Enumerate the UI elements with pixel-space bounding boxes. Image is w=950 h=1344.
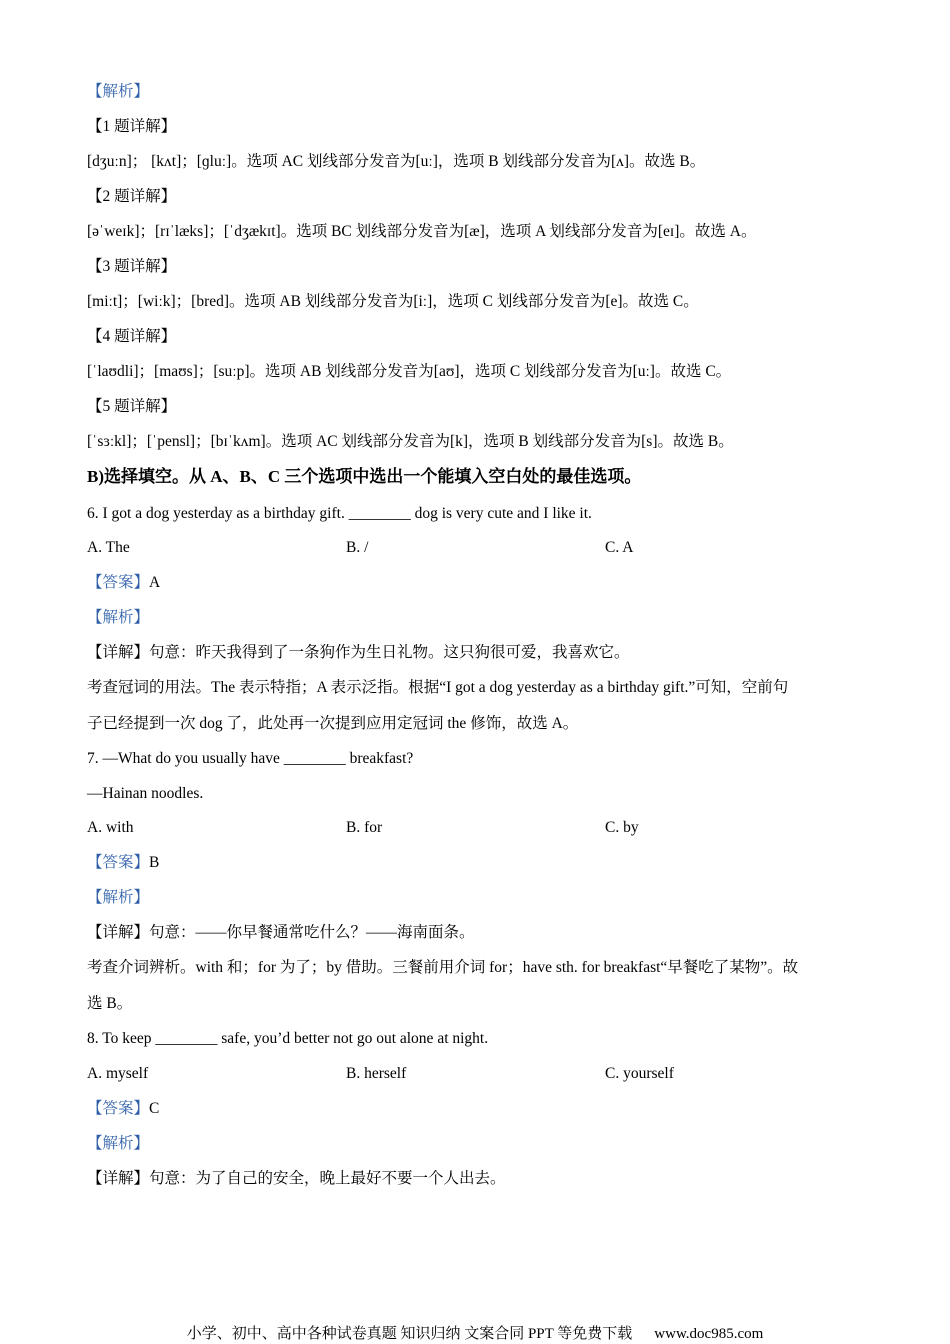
q6-explain-1: 考查冠词的用法。The 表示特指；A 表示泛指。根据“I got a dog yesterday as a birthday gift.”可知，空前句: [87, 679, 789, 696]
q6-stem: 6. I got a dog yesterday as a birthday gift. ________ dog is very cute and I like it.: [87, 505, 592, 522]
q6-answer-row: [87, 573, 160, 593]
analysis-label: 【解析】: [87, 83, 150, 100]
detail-label: 【详解】: [87, 924, 150, 941]
q8-detail: 句意：为了自己的安全，晚上最好不要一个人出去。: [149, 1170, 506, 1187]
s1-q1-title: 【1 题详解】: [87, 118, 177, 135]
q6-option-c: C. A: [605, 539, 634, 556]
q8-stem: 8. To keep ________ safe, you’d better not go out alone at night.: [87, 1030, 489, 1047]
q7-answer-row: [87, 853, 159, 873]
footer-link[interactable]: www.doc985.com: [654, 1326, 764, 1342]
s1-q5-text: [ˈsɜːkl]；[ˈpensl]；[bɪˈkʌm]。选项 AC 划线部分发音为[k]，选项 B 划线部分发音为[s]。故选 B。: [87, 433, 734, 450]
q6-detail: 句意：昨天我得到了一条狗作为生日礼物。这只狗很可爱，我喜欢它。: [149, 644, 630, 661]
q6-answer: A: [149, 574, 161, 591]
footer-text: 小学、初中、高中各种试卷真题 知识归纳 文案合同 PPT 等免费下载: [186, 1326, 633, 1342]
q8-option-c: C. yourself: [605, 1065, 674, 1082]
answer-label: 【答案】: [87, 1100, 150, 1117]
page-footer: [0, 1324, 950, 1344]
q6-option-a: A. The: [87, 539, 130, 556]
q6-detail-row: [87, 643, 630, 663]
q7-explain-2: 选 B。: [87, 995, 133, 1012]
q7-stem: 7. —What do you usually have ________ breakfast?: [87, 750, 414, 767]
q7-option-a: A. with: [87, 819, 134, 836]
q7-reply: —Hainan noodles.: [87, 785, 204, 802]
q7-detail-row: [87, 923, 475, 943]
s1-q2-text: [əˈweɪk]；[rɪˈlæks]；[ˈdʒækɪt]。选项 BC 划线部分发音为[æ]，选项 A 划线部分发音为[eɪ]。故选 A。: [87, 223, 757, 240]
q8-detail-row: [87, 1169, 506, 1189]
q8-analysis-label: 【解析】: [87, 1135, 150, 1152]
q7-explain-1: 考查介词辨析。with 和；for 为了；by 借助。三餐前用介词 for；have sth. for breakfast“早餐吃了某物”。故: [87, 959, 799, 976]
q8-answer-row: [87, 1099, 159, 1119]
s1-q4-text: [ˈlaʊdli]；[maʊs]；[suːp]。选项 AB 划线部分发音为[aʊ]，选项 C 划线部分发音为[uː]。故选 C。: [87, 363, 732, 380]
detail-label: 【详解】: [87, 1170, 150, 1187]
answer-label: 【答案】: [87, 574, 150, 591]
answer-label: 【答案】: [87, 854, 150, 871]
s1-q2-title: 【2 题详解】: [87, 188, 177, 205]
q7-option-b: B. for: [346, 819, 383, 836]
q7-detail: 句意：——你早餐通常吃什么？——海南面条。: [149, 924, 475, 941]
s1-q3-title: 【3 题详解】: [87, 258, 177, 275]
s1-q3-text: [miːt]；[wiːk]；[bred]。选项 AB 划线部分发音为[iː]，选项 C 划线部分发音为[e]。故选 C。: [87, 293, 699, 310]
s1-q4-title: 【4 题详解】: [87, 328, 177, 345]
q8-answer: C: [149, 1100, 160, 1117]
s1-q5-title: 【5 题详解】: [87, 398, 177, 415]
detail-label: 【详解】: [87, 644, 150, 661]
q8-option-a: A. myself: [87, 1065, 149, 1082]
q6-analysis-label: 【解析】: [87, 609, 150, 626]
q7-answer: B: [149, 854, 160, 871]
q6-option-b: B. /: [346, 539, 369, 556]
q7-analysis-label: 【解析】: [87, 889, 150, 906]
q6-explain-2: 子已经提到一次 dog 了，此处再一次提到应用定冠词 the 修饰，故选 A。: [87, 715, 579, 732]
q8-option-b: B. herself: [346, 1065, 407, 1082]
s1-q1-text: [dʒuːn]； [kʌt]；[ɡluː]。选项 AC 划线部分发音为[uː]，选项 B 划线部分发音为[ʌ]。故选 B。: [87, 153, 706, 170]
q7-option-c: C. by: [605, 819, 639, 836]
section-b-title: B)选择填空。从 A、B、C 三个选项中选出一个能填入空白处的最佳选项。: [87, 467, 642, 486]
